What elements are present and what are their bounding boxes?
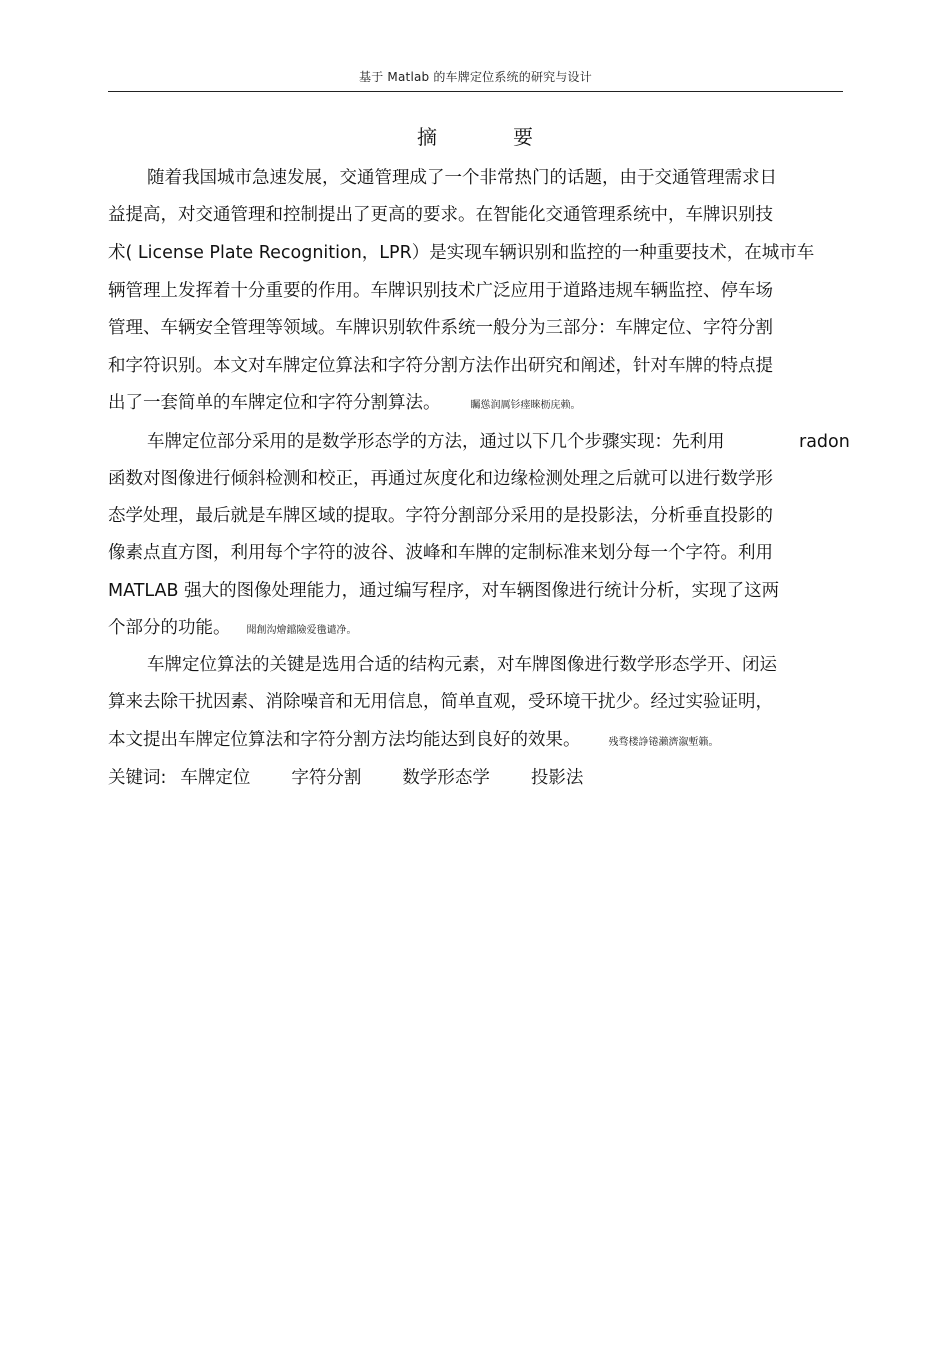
keyword-1: 车牌定位: [180, 768, 251, 788]
p3-line-3: [108, 728, 719, 755]
p2-radon-word: radon: [799, 432, 850, 452]
p3-line-1: 车牌定位算法的关键是选用合适的结构元素，对车牌图像进行数学形态学开、闭运: [147, 655, 777, 675]
p3-line-2: 算来去除干扰因素、消除噪音和无用信息，简单直观，受环境干扰少。经过实验证明，: [108, 692, 773, 712]
p2-line-3: 态学处理，最后就是车牌区域的提取。字符分割部分采用的是投影法，分析垂直投影的: [108, 506, 773, 526]
p1-line-2: 益提高，对交通管理和控制提出了更高的要求。在智能化交通管理系统中，车牌识别技: [108, 205, 773, 225]
p1-line-7: [108, 391, 581, 418]
keywords-line: [108, 766, 624, 790]
p2-line-5: MATLAB 强大的图像处理能力，通过编写程序，对车辆图像进行统计分析，实现了这两: [108, 581, 780, 601]
p2-line-1: 车牌定位部分采用的是数学形态学的方法，通过以下几个步骤实现：先利用: [147, 432, 725, 452]
keyword-4: 投影法: [530, 768, 584, 788]
p1-line-4: 辆管理上发挥着十分重要的作用。车牌识别技术广泛应用于道路违规车辆监控、停车场: [108, 281, 773, 301]
p1-line-1: 随着我国城市急速发展，交通管理成了一个非常热门的话题，由于交通管理需求日: [147, 168, 777, 188]
p1-line-7-text: 出了一套简单的车牌定位和字符分割算法。: [108, 393, 441, 413]
abstract-title-char-2: 要: [513, 125, 533, 149]
p1-noise-text: 矚慫润厲钐瘗睞枥庑赖。: [470, 400, 581, 411]
keyword-3: 数学形态学: [402, 768, 490, 788]
abstract-title-char-1: 摘: [417, 125, 437, 149]
p1-line-3: 术( License Plate Recognition，LPR）是实现车辆识别和监控的一种重要技术，在城市车: [108, 243, 815, 263]
p3-noise-text: 残骛楼諍锩瀨濟溆塹籟。: [608, 737, 719, 748]
p2-noise-text: 聞創沟燴鐺險爱氇谴净。: [246, 625, 357, 636]
keywords-label: 关键词:: [108, 768, 167, 788]
keyword-2: 字符分割: [291, 768, 362, 788]
abstract-title: [0, 121, 950, 150]
running-header: 基于 Matlab 的车牌定位系统的研究与设计: [359, 70, 592, 84]
p3-line-3-text: 本文提出车牌定位算法和字符分割方法均能达到良好的效果。: [108, 730, 581, 750]
p1-line-6: 和字符识别。本文对车牌定位算法和字符分割方法作出研究和阐述，针对车牌的特点提: [108, 356, 773, 376]
p1-line-5: 管理、车辆安全管理等领域。车牌识别软件系统一般分为三部分：车牌定位、字符分割: [108, 318, 773, 338]
header-rule: [108, 91, 843, 92]
p2-line-6: [108, 616, 357, 643]
p2-line-4: 像素点直方图，利用每个字符的波谷、波峰和车牌的定制标准来划分每一个字符。利用: [108, 543, 773, 563]
p2-line-2: 函数对图像进行倾斜检测和校正，再通过灰度化和边缘检测处理之后就可以进行数学形: [108, 469, 773, 489]
p2-line-6-text: 个部分的功能。: [108, 618, 231, 638]
